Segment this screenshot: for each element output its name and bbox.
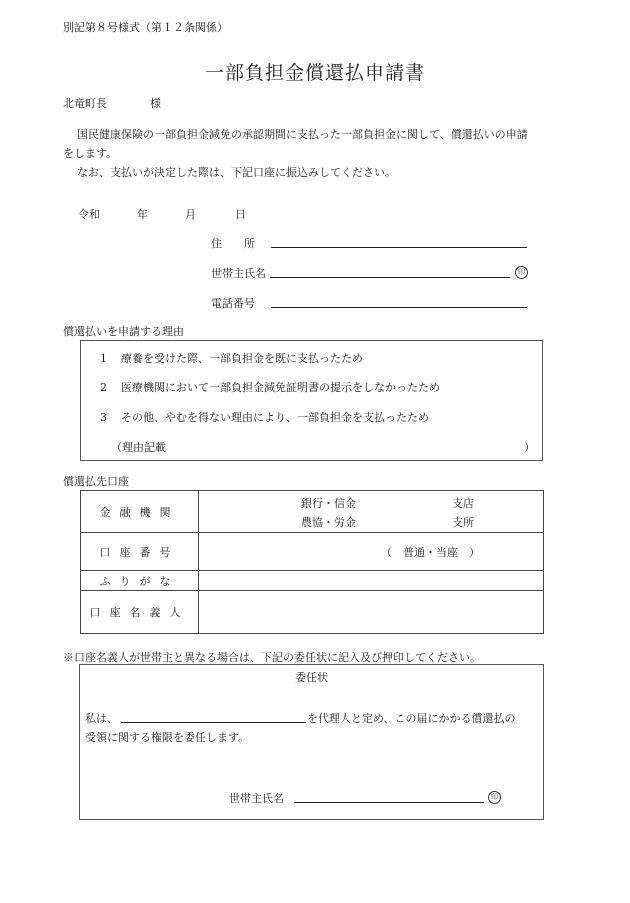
- branch-type-2: 支所: [452, 516, 474, 529]
- branch-type-1: 支店: [452, 497, 474, 510]
- address-label: 住 所: [211, 237, 255, 250]
- reason-item-number: 3: [100, 411, 107, 424]
- reason-item-text: 医療機関において一部負担金減免証明書の提示をしなかったため: [121, 381, 440, 394]
- proxy-line-suffix: を代理人と定め、この届にかかる償還払の: [307, 712, 516, 725]
- account-number-label: 口座番号: [81, 533, 199, 571]
- reason-item[interactable]: [100, 379, 440, 395]
- proxy-notice: ※口座名義人が世帯主と異なる場合は、下記の委任状に記入及び押印してください。: [63, 651, 481, 664]
- householder-label: 世帯主氏名: [211, 267, 266, 280]
- reason-item[interactable]: [100, 350, 363, 366]
- reason-item-text: その他、やむを得ない理由により、一部負担金を支払ったため: [121, 411, 429, 424]
- proxy-box: [79, 664, 544, 820]
- date-year: 年: [137, 208, 148, 221]
- date-era: 令和: [78, 208, 100, 221]
- account-heading: 償還払先口座: [63, 475, 129, 488]
- phone-field[interactable]: [271, 307, 527, 308]
- holder-label: 口座名義人: [81, 591, 199, 634]
- institution-label: 金融機関: [81, 491, 199, 533]
- reason-item[interactable]: [100, 409, 429, 425]
- proxy-heading: 委任状: [295, 671, 328, 684]
- addressee-honorific: 様: [150, 97, 161, 110]
- proxy-householder-label: 世帯主氏名: [229, 792, 284, 805]
- bank-type-1: 銀行・信金: [301, 497, 356, 510]
- intro-line-1: 国民健康保険の一部負担金減免の承認期間に支払った一部負担金に関して、償還払いの申請: [77, 128, 528, 141]
- institution-field[interactable]: [199, 491, 544, 533]
- address-field[interactable]: [271, 247, 527, 248]
- account-number-field[interactable]: [199, 533, 544, 571]
- account-type: （ 普通・当座 ）: [381, 546, 480, 559]
- proxy-line-2: 受領に関する権限を委任します。: [85, 731, 250, 744]
- addressee-name: 北竜町長: [63, 97, 107, 110]
- proxy-seal-icon: 印: [488, 791, 501, 804]
- intro-line-3: なお、支払いが決定した際は、下記口座に振込みしてください。: [77, 166, 396, 179]
- holder-field[interactable]: [199, 591, 544, 634]
- phone-label: 電話番号: [211, 297, 255, 310]
- proxy-agent-field[interactable]: [121, 722, 306, 723]
- reason-note-close: ）: [524, 441, 535, 454]
- reason-item-text: 療養を受けた際、一部負担金を既に支払ったため: [121, 352, 363, 365]
- furigana-label: ふりがな: [81, 571, 199, 591]
- reason-box: [80, 340, 543, 461]
- page-title: 一部負担金償還払申請書: [204, 62, 425, 84]
- proxy-line-prefix: 私は、: [85, 712, 118, 725]
- reason-item-number: 1: [100, 352, 107, 365]
- householder-name-field[interactable]: [270, 277, 510, 278]
- date-day: 日: [235, 208, 246, 221]
- reason-note-open: （理由記載: [111, 441, 166, 454]
- seal-icon: 印: [515, 266, 528, 279]
- account-table: [80, 490, 544, 634]
- proxy-householder-field[interactable]: [294, 802, 484, 803]
- reason-item-number: 2: [100, 381, 107, 394]
- bank-type-2: 農協・労金: [301, 516, 356, 529]
- reason-heading: 償還払いを申請する理由: [63, 325, 184, 338]
- intro-line-2: をします。: [63, 147, 118, 160]
- furigana-field[interactable]: [199, 571, 544, 591]
- form-code: 別記第８号様式（第１２条関係）: [63, 21, 228, 34]
- date-month: 月: [185, 208, 196, 221]
